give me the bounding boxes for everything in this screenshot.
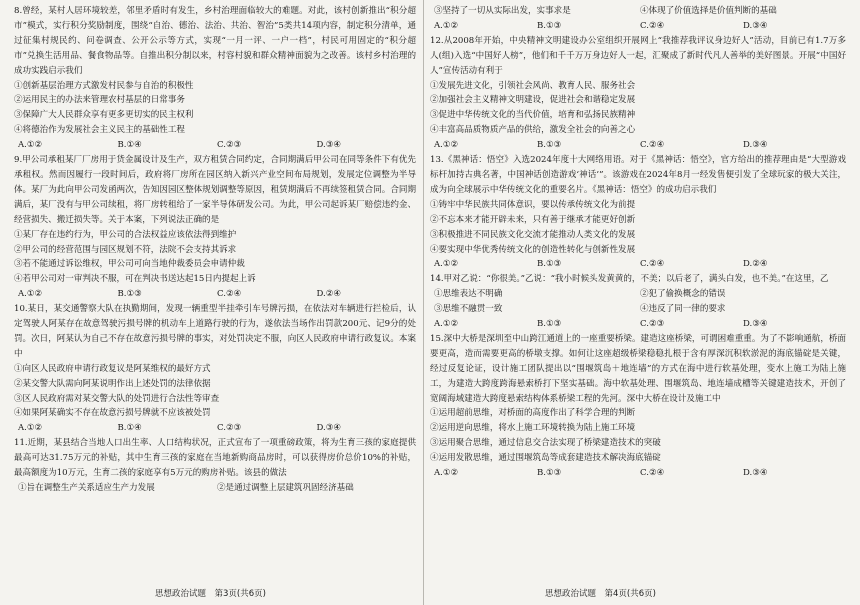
option-item: ④要实现中华优秀传统文化的创造性转化与创新性发展 (430, 244, 636, 255)
option-row (430, 287, 846, 302)
option-item: ②运用逆向思维，将水上施工环境转换为陆上施工环境 (430, 423, 636, 434)
question-11 (14, 436, 416, 496)
option-item: ①某厂存在违约行为，甲公司的合法权益应该依法得到维护 (14, 229, 237, 240)
option-item: ①创新基层治理方式激发村民参与自治的积极性 (14, 80, 194, 91)
choice-d: D.③④ (743, 140, 768, 151)
option-item: ③促进中华传统文化的当代价值，培育和弘扬民族精神 (430, 110, 636, 121)
question-stem: 8.曾经，某村人居环境较差，邻里矛盾时有发生，乡村治理面临较大的难题。对此，该村创新推出“积分超市”模式，实行积分奖励制度，围绕“自治、德治、法治、共治、智治”5类共14项内容，制定积分清单，通过征集村规民约、问卷调查、公开公示等方式，实现“一月一评、一户一档”，村民可用固定的“积分超市”兑换生活用品、餐食物品等。自推出积分制以来，村容村貌和群众精神面貌为之改善。该村乡村治理的成功实践启示我们 (14, 6, 416, 76)
option-item: ③运用聚合思维，通过信息交合法实现了桥梁建造技术的突破 (430, 438, 661, 449)
choice-c: C.②④ (640, 259, 665, 270)
choice-c: C.②④ (217, 289, 242, 300)
choice-d: D.③④ (743, 20, 768, 31)
choice-a: A.①② (434, 140, 459, 151)
option-item: ③保障广大人民群众享有更多更切实的民主权利 (14, 110, 194, 121)
choice-a: A.①② (434, 20, 459, 31)
choice-c: C.②④ (640, 468, 665, 479)
question-15 (430, 332, 846, 481)
choice-c: C.②③ (217, 423, 242, 434)
option-item: ①思维表达不明确 (434, 289, 503, 300)
question-12 (430, 34, 846, 153)
choice-a: A.①② (434, 468, 459, 479)
choice-d: D.②④ (743, 259, 768, 270)
option-row (430, 302, 846, 317)
choice-b: B.①③ (537, 319, 562, 330)
choice-b: B.①③ (537, 259, 562, 270)
answer-choices (14, 421, 416, 436)
question-10 (14, 302, 416, 436)
question-stem: 15.深中大桥是深圳至中山跨江通道上的一座重要桥梁。建造这座桥梁，可谓困难重重。为了不影响通航，桥面要更高，造而需要更高的桥墩支撑。如何让这座超级桥梁稳稳扎根于含有厚深沉积软淤泥的海底锚碇是关键，经过反复论证，设计施工团队提出以“围堰筑岛＋地连墙”的方式在海中进行软基处理，变水上施工为陆上施工，为建造大跨度跨海悬索桥打下坚实基础。海中软基处理、围堰筑岛、地连墙成槽等关键建造技术，开创了宽阔海域建造大跨度悬索结构体系桥梁工程的先河。深中大桥在设计及施工中 (430, 333, 846, 404)
column-divider (423, 0, 424, 605)
option-row (14, 481, 416, 496)
option-row (430, 4, 846, 19)
option-item: ③若不能通过诉讼维权，甲公司可向当地仲裁委员会申请仲裁 (14, 259, 245, 270)
option-item: ④如果阿某确实不存在故意污损号牌就不应该被处罚 (14, 408, 211, 419)
choice-b: B.①④ (117, 423, 142, 434)
question-stem: 11.近期，某县结合当地人口出生率、人口结构状况，正式宣布了一项重磅政策，将为生育三孩的家庭提供最高可达31.75万元的补贴，其中生育三孩的家庭在当地新购商品房时，可以获得房价总价10%的补贴，最高额度为10万元，生育二孩的家庭享有5万元的购房补贴。该县的做法 (14, 438, 416, 479)
question-8 (14, 4, 416, 153)
choice-b: B.①③ (537, 20, 562, 31)
right-column (430, 4, 846, 583)
choice-b: B.①④ (117, 140, 142, 151)
option-item: ②甲公司的经营范围与园区规划不符，法院不会支持其诉求 (14, 244, 237, 255)
option-item: ①运用超前思维，对桥面的高度作出了科学合理的判断 (430, 408, 636, 419)
choice-d: D.③④ (743, 468, 768, 479)
option-item: ②加强社会主义精神文明建设，促进社会和谐稳定发展 (430, 95, 636, 106)
choice-b: B.①③ (537, 140, 562, 151)
page-footer-4: 思想政治试题 第4页(共6页) (545, 589, 656, 599)
question-stem: 9.甲公司承租某厂厂房用于货金属设计及生产，双方租赁合同约定，合同期满后甲公司在同等条件下有优先承租权。然而因履行一段时间后，政府将厂房所在园区纳入新兴产业空间布局规划，发展定位调整为半导体。某厂为此向甲公司发函两次，告知因园区整体规划调整等原因，租赁期满后不再续签租赁合同。合同期满后，某厂没有与甲公司续租，将厂房转租给了一家半导体研发公司。为此，甲公司起诉某厂赔偿违约金、经营损失、搬迁损失等。关于本案，下列说法正确的是 (14, 155, 416, 225)
choice-c: C.②③ (640, 319, 665, 330)
question-stem: 14.甲对乙说：“你很美。”乙说：“我小时候头发黄黄的，不美；以后老了，满头白发，也不美。”在这里，乙 (430, 274, 829, 285)
option-item: ③区人民政府需对某交警大队的处罚进行合法性等审查 (14, 393, 220, 404)
choice-a: A.①② (434, 259, 459, 270)
choice-a: A.①② (18, 423, 43, 434)
option-item: ②犯了偷换概念的错误 (640, 289, 726, 300)
option-item: ②不忘本来才能开辟未来，只有善于继承才能更好创新 (430, 214, 636, 225)
answer-choices (430, 138, 846, 153)
page-footer-3: 思想政治试题 第3页(共6页) (155, 589, 266, 599)
option-item: ③积极推进不同民族文化交流才能推动人类文化的发展 (430, 229, 636, 240)
option-item: ④违反了同一律的要求 (640, 304, 726, 315)
option-item: ②某交警大队需向阿某说明作出上述处罚的法律依据 (14, 378, 211, 389)
option-item: ①发展先进文化，引领社会风尚、教育人民、服务社会 (430, 80, 636, 91)
option-item: ①向区人民政府申请行政复议是阿某维权的最好方式 (14, 363, 211, 374)
question-stem: 10.某日，某交通警察大队在执勤期间，发现一辆重型半挂牵引车号牌污损，在依法对车辆进行拦检后，认定驾驶人阿某存在故意驾驶污损号牌的机动车上道路行驶的行为，遂依法当场作出罚款200元、记9分的处罚。次日，阿某认为自己不存在故意污损号牌的事实，对处罚决定不服，向区人民政府申请行政复议。本案中 (14, 304, 416, 359)
choice-c: C.②④ (640, 140, 665, 151)
question-14 (430, 272, 846, 332)
option-item: ③思维不融贯一致 (434, 304, 503, 315)
answer-choices (430, 317, 846, 332)
choice-d: D.③④ (316, 140, 342, 151)
question-stem: 12.从2008年开始，中央精神文明建设办公室组织开展网上“我推荐我评议身边好人”活动，目前已有1.7万多人(组)入选“中国好人榜”，他们和千千万万身边好人一起，汇聚成了新时代凡人善举的美好图景。开展“中国好人”宣传活动有利于 (430, 35, 846, 76)
option-item: ④丰富高品质物质产品的供给，激发全社会的向善之心 (430, 125, 636, 136)
question-11-continued (430, 4, 846, 34)
question-stem: 13.《黑神话：悟空》入选2024年度十大网络用语。对于《黑神话：悟空》，官方给出的推荐理由是“大型游戏标杆加持古典名著，中国神话创造游戏‘神话’”。该游戏在2024年8月一经发售便引发了全球玩家的极大关注，成为向全球展示中华传统文化的重要名片。《黑神话：悟空》的成功启示我们 (430, 155, 846, 195)
answer-choices (430, 466, 846, 481)
left-column (14, 4, 416, 583)
answer-choices (14, 138, 416, 153)
option-item: ④体现了价值选择是价值判断的基础 (640, 6, 777, 16)
option-item: ④运用发散思维，通过围堰筑岛等成套建造技术解决海底锚碇 (430, 453, 661, 464)
choice-d: D.③④ (743, 319, 768, 330)
option-item: ①旨在调整生产关系适应生产力发展 (18, 483, 155, 493)
choice-a: A.①② (18, 289, 43, 300)
option-item: ③坚持了一切从实际出发，实事求是 (434, 6, 571, 16)
choice-d: D.②④ (316, 289, 342, 300)
choice-b: B.①③ (117, 289, 142, 300)
choice-d: D.③④ (316, 423, 342, 434)
choice-b: B.①③ (537, 468, 562, 479)
choice-c: C.②④ (640, 20, 665, 31)
answer-choices (430, 19, 846, 34)
choice-a: A.①② (18, 140, 43, 151)
question-13 (430, 153, 846, 272)
option-item: ②运用民主的办法来管理农村基层的日常事务 (14, 95, 185, 106)
option-item: ②是通过调整上层建筑巩固经济基础 (217, 483, 354, 493)
answer-choices (14, 287, 416, 302)
option-item: ①铸牢中华民族共同体意识，要以传承传统文化为前提 (430, 199, 636, 210)
choice-c: C.②③ (217, 140, 242, 151)
choice-a: A.①② (434, 319, 459, 330)
answer-choices (430, 257, 846, 272)
option-item: ④将德治作为发展社会主义民主的基础性工程 (14, 125, 185, 136)
option-item: ④若甲公司对一审判决不服，可在判决书送达起15日内提起上诉 (14, 274, 256, 285)
question-9 (14, 153, 416, 302)
